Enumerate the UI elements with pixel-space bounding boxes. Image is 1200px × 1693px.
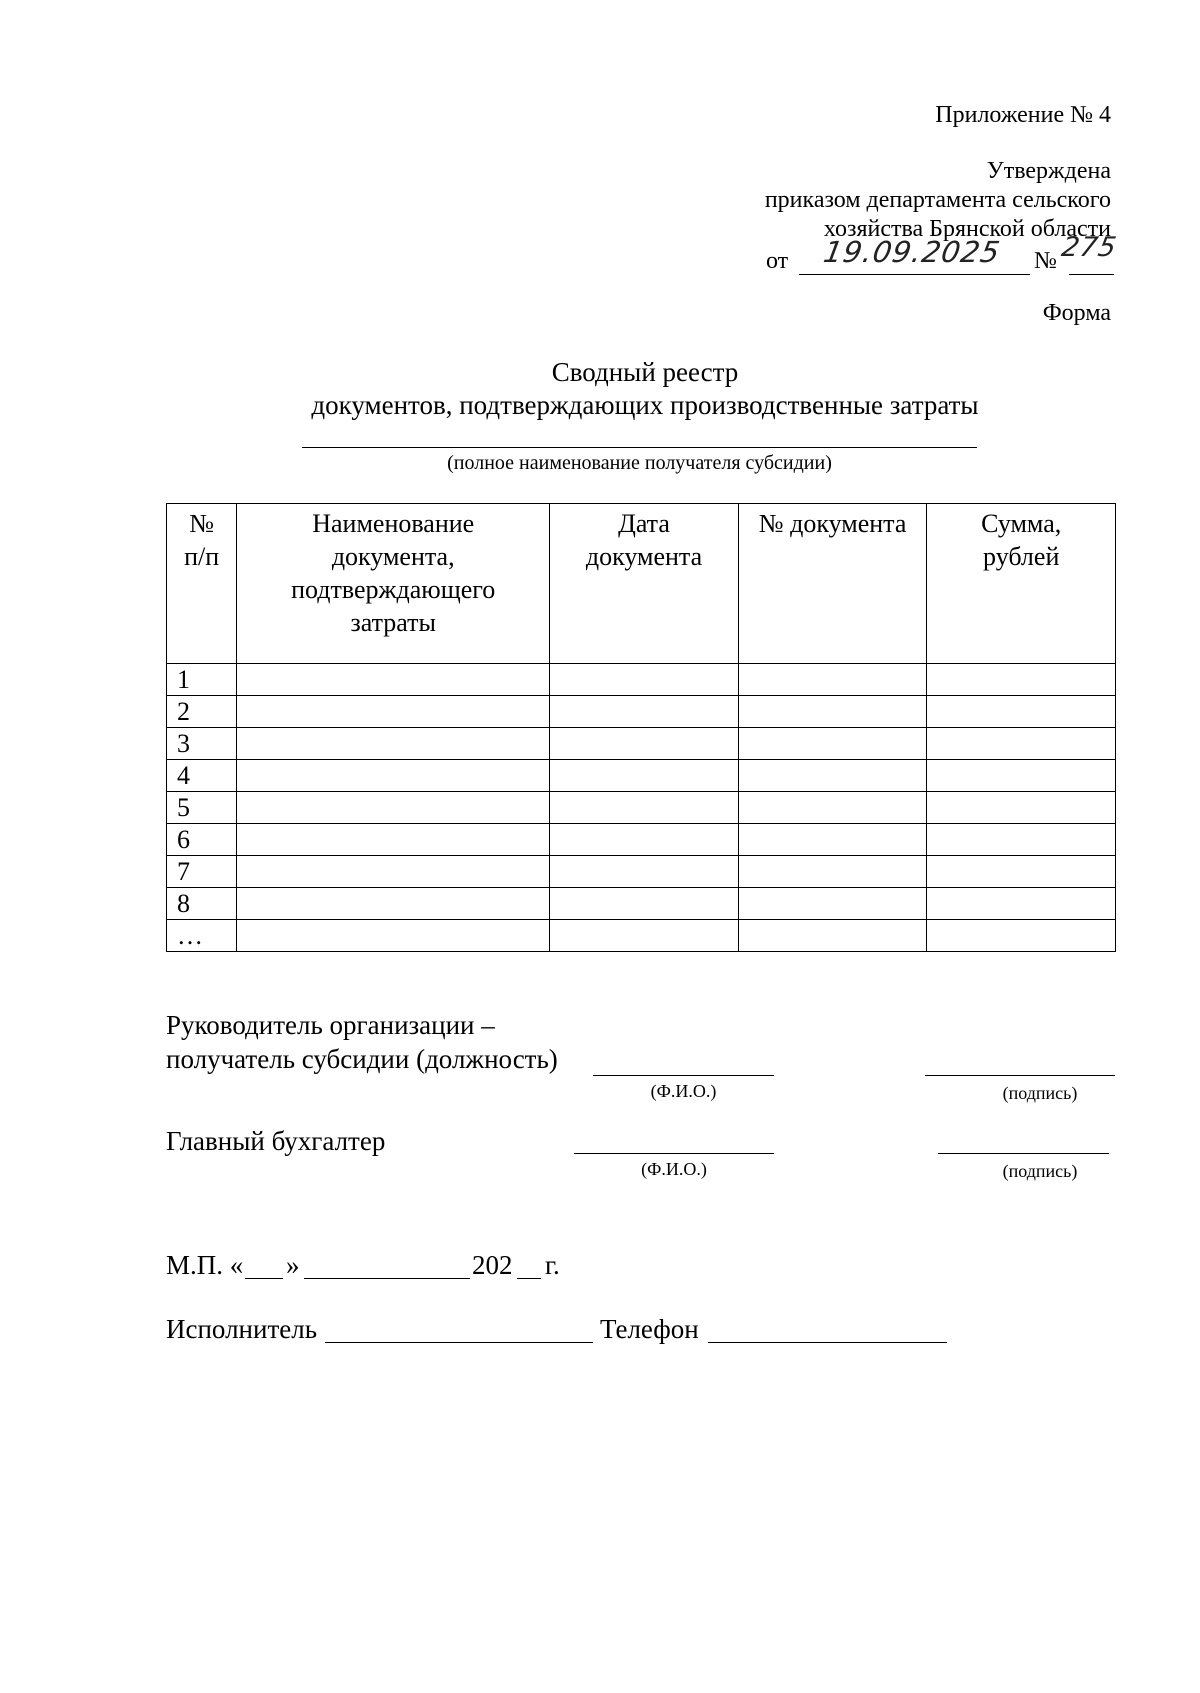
row-number: … [167,920,237,952]
cell[interactable] [738,696,927,728]
stamp-month-line[interactable] [304,1278,470,1279]
cell[interactable] [550,792,739,824]
cell[interactable] [237,664,550,696]
cell[interactable] [237,760,550,792]
recipient-caption: (полное наименование получателя субсидии) [447,452,832,474]
order-number-label: № [1034,248,1057,274]
row-number: 7 [167,856,237,888]
head-title-line1: Руководитель организации – [166,1010,495,1040]
cell[interactable] [738,664,927,696]
cell[interactable] [550,824,739,856]
cell[interactable] [927,664,1116,696]
col-header-document-name: Наименование документа, подтверждающего затраты [237,504,550,664]
cell[interactable] [738,920,927,952]
cell[interactable] [927,728,1116,760]
handwritten-order-number: 275 [1059,232,1120,263]
cell[interactable] [237,920,550,952]
table-row [167,856,1116,888]
phone-line[interactable] [708,1342,947,1343]
accountant-label: Главный бухгалтер [166,1126,386,1156]
document-title: Сводный реестр [551,357,739,387]
form-label: Форма [1042,300,1111,326]
table-row [167,920,1116,952]
accountant-fio-line[interactable] [574,1153,774,1154]
table-row [167,792,1116,824]
document-subtitle: документов, подтверждающих производственные затраты [311,390,979,420]
cell[interactable] [738,728,927,760]
approval-line: хозяйства Брянской области [823,216,1111,242]
table-row [167,664,1116,696]
row-number: 1 [167,664,237,696]
cell[interactable] [550,664,739,696]
cell[interactable] [927,696,1116,728]
appendix-label: Приложение № 4 [935,102,1111,128]
stamp-suffix: г. [545,1250,560,1280]
cell[interactable] [738,824,927,856]
stamp-day-line[interactable] [245,1278,283,1279]
cell[interactable] [237,888,550,920]
accountant-signature-caption: (подпись) [1002,1161,1078,1181]
table-header-row [167,504,1116,664]
stamp-year: 202 [472,1250,513,1280]
head-fio-caption: (Ф.И.О.) [650,1081,717,1101]
cell[interactable] [927,888,1116,920]
handwritten-order-date: 19.09.2025 [821,235,1004,269]
cell[interactable] [550,888,739,920]
cell[interactable] [237,696,550,728]
cell[interactable] [237,728,550,760]
order-number-underline [1069,274,1114,275]
cell[interactable] [738,888,927,920]
cell[interactable] [550,728,739,760]
cell[interactable] [927,824,1116,856]
head-fio-line[interactable] [593,1075,774,1076]
register-table [166,503,1116,952]
head-signature-line[interactable] [925,1075,1115,1076]
row-number: 4 [167,760,237,792]
row-number: 6 [167,824,237,856]
accountant-fio-caption: (Ф.И.О.) [641,1159,707,1179]
col-header-amount: Сумма, рублей [927,504,1116,664]
table-row [167,760,1116,792]
recipient-name-line [302,447,977,448]
cell[interactable] [550,920,739,952]
row-number: 5 [167,792,237,824]
cell[interactable] [927,856,1116,888]
stamp-prefix: М.П. « [166,1250,244,1280]
cell[interactable] [927,920,1116,952]
approval-line: Утверждена [986,158,1111,184]
col-header-document-number: № документа [738,504,927,664]
stamp-year-line[interactable] [517,1278,541,1279]
cell[interactable] [237,792,550,824]
row-number: 3 [167,728,237,760]
table-row [167,888,1116,920]
cell[interactable] [927,760,1116,792]
cell[interactable] [927,792,1116,824]
order-date-underline [799,274,1030,275]
cell[interactable] [738,856,927,888]
executor-label: Исполнитель [166,1314,318,1344]
head-title-line2: получатель субсидии (должность) [166,1044,558,1074]
accountant-signature-line[interactable] [938,1153,1109,1154]
order-from-label: от [766,248,789,274]
cell[interactable] [550,856,739,888]
table-row [167,728,1116,760]
cell[interactable] [237,824,550,856]
phone-label: Телефон [600,1314,699,1344]
row-number: 2 [167,696,237,728]
cell[interactable] [738,792,927,824]
head-signature-caption: (подпись) [1002,1083,1078,1103]
cell[interactable] [550,696,739,728]
col-header-number: № п/п [167,504,237,664]
cell[interactable] [237,856,550,888]
col-header-document-date: Дата документа [550,504,739,664]
approval-line: приказом департамента сельского [764,187,1111,213]
executor-line[interactable] [325,1342,593,1343]
stamp-mid: » [286,1250,300,1280]
cell[interactable] [738,760,927,792]
cell[interactable] [550,760,739,792]
approval-block [765,157,1111,244]
row-number: 8 [167,888,237,920]
table-row [167,824,1116,856]
table-row [167,696,1116,728]
